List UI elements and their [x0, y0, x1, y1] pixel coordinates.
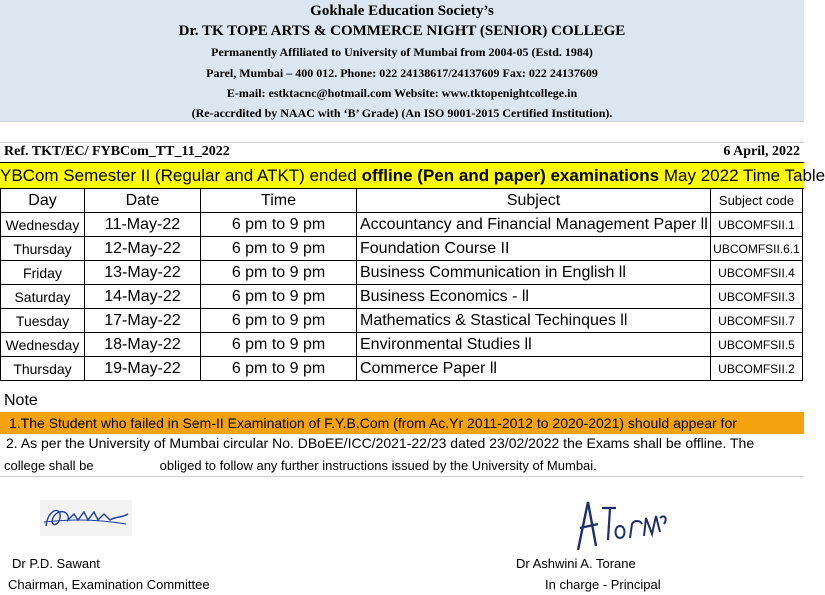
- cell-day: Wednesday: [1, 333, 85, 357]
- chairman-signature: [40, 500, 132, 536]
- note-1-highlight: [0, 412, 804, 434]
- timetable: [0, 188, 803, 381]
- principal-title: In charge - Principal: [545, 577, 661, 592]
- note-heading: Note: [4, 392, 38, 409]
- cell-subject: Environmental Studies ll: [357, 333, 711, 357]
- accreditation-line: (Re-accrdited by NAAC with ‘B’ Grade) (An ISO 9001-2015 Certified Institution).: [191, 106, 613, 120]
- table-row: [1, 213, 803, 237]
- cell-subject-code: UBCOMFSII.2: [711, 357, 803, 381]
- col-header-time: Time: [201, 189, 357, 213]
- table-row: [1, 285, 803, 309]
- note-2-text-b: obliged to follow any further instructions issued by the University of Mumbai.: [159, 458, 597, 473]
- cell-subject-code: UBCOMFSII.1: [711, 213, 803, 237]
- cell-day: Wednesday: [1, 213, 85, 237]
- principal-signature: [570, 488, 670, 560]
- note-2-text-a: college shall be: [4, 458, 94, 473]
- row-divider: [0, 121, 804, 122]
- cell-day: Thursday: [1, 357, 85, 381]
- college-name: Dr. TK TOPE ARTS & COMMERCE NIGHT (SENIOR) COLLEGE: [178, 23, 626, 39]
- cell-subject: Foundation Course II: [357, 237, 711, 261]
- cell-time: 6 pm to 9 pm: [201, 213, 357, 237]
- row-divider: [0, 476, 804, 477]
- cell-day: Saturday: [1, 285, 85, 309]
- cell-subject: Commerce Paper ll: [357, 357, 711, 381]
- table-row: [1, 357, 803, 381]
- cell-date: 13-May-22: [85, 261, 201, 285]
- society-name: Gokhale Education Society’s: [310, 3, 494, 19]
- cell-date: 11-May-22: [85, 213, 201, 237]
- cell-date: 19-May-22: [85, 357, 201, 381]
- cell-time: 6 pm to 9 pm: [201, 237, 357, 261]
- cell-date: 18-May-22: [85, 333, 201, 357]
- col-header-date: Date: [85, 189, 201, 213]
- table-row: [1, 261, 803, 285]
- reference-row: [0, 143, 804, 162]
- cell-day: Tuesday: [1, 309, 85, 333]
- col-header-subject: Subject: [357, 189, 711, 213]
- chairman-title: Chairman, Examination Committee: [8, 577, 210, 592]
- banner-text-start: YBCom Semester II (Regular and ATKT) ended: [0, 166, 362, 185]
- note-2-line-1: 2. As per the University of Mumbai circular No. DBoEE/ICC/2021-22/23 dated 23/02/2022 the Exams shall be offline. The: [6, 435, 755, 451]
- cell-subject-code: UBCOMFSII.4: [711, 261, 803, 285]
- note-2-line-2: [4, 458, 597, 473]
- banner-text-bold: offline (Pen and paper) examinations: [361, 166, 660, 185]
- cell-subject-code: UBCOMFSII.7: [711, 309, 803, 333]
- cell-date: 12-May-22: [85, 237, 201, 261]
- cell-day: Friday: [1, 261, 85, 285]
- exam-title-banner: [0, 162, 825, 189]
- banner-text-end: May 2022 Time Table: [659, 166, 825, 185]
- table-row: [1, 333, 803, 357]
- table-row: [1, 237, 803, 261]
- cell-subject: Business Economics - ll: [357, 285, 711, 309]
- issue-date: 6 April, 2022: [723, 144, 800, 159]
- chairman-name: Dr P.D. Sawant: [12, 556, 100, 571]
- cell-time: 6 pm to 9 pm: [201, 285, 357, 309]
- cell-time: 6 pm to 9 pm: [201, 357, 357, 381]
- cell-subject-code: UBCOMFSII.6.1: [711, 237, 803, 261]
- table-row: [1, 309, 803, 333]
- cell-time: 6 pm to 9 pm: [201, 309, 357, 333]
- cell-day: Thursday: [1, 237, 85, 261]
- col-header-subject-code: Subject code: [711, 189, 803, 213]
- cell-subject: Mathematics & Stastical Techinques ll: [357, 309, 711, 333]
- cell-subject-code: UBCOMFSII.3: [711, 285, 803, 309]
- contact-line: E-mail: estktacnc@hotmail.com Website: www.tktopenightcollege.in: [226, 86, 578, 100]
- cell-subject: Business Communication in English ll: [357, 261, 711, 285]
- reference-number: Ref. TKT/EC/ FYBCom_TT_11_2022: [4, 144, 230, 159]
- note-1-text: 1.The Student who failed in Sem-II Examination of F.Y.B.Com (from Ac.Yr 2011-2012 to 2020-2021) should appear for: [9, 415, 737, 431]
- table-header-row: [1, 189, 803, 213]
- col-header-day: Day: [1, 189, 85, 213]
- cell-subject: Accountancy and Financial Management Paper ll: [357, 213, 711, 237]
- cell-date: 17-May-22: [85, 309, 201, 333]
- college-letterhead: [0, 0, 804, 121]
- address-line: Parel, Mumbai – 400 012. Phone: 022 24138617/24137609 Fax: 022 24137609: [206, 66, 598, 80]
- cell-subject-code: UBCOMFSII.5: [711, 333, 803, 357]
- cell-time: 6 pm to 9 pm: [201, 333, 357, 357]
- cell-date: 14-May-22: [85, 285, 201, 309]
- principal-name: Dr Ashwini A. Torane: [516, 556, 636, 571]
- cell-time: 6 pm to 9 pm: [201, 261, 357, 285]
- affiliation-line: Permanently Affiliated to University of Mumbai from 2004-05 (Estd. 1984): [211, 45, 593, 59]
